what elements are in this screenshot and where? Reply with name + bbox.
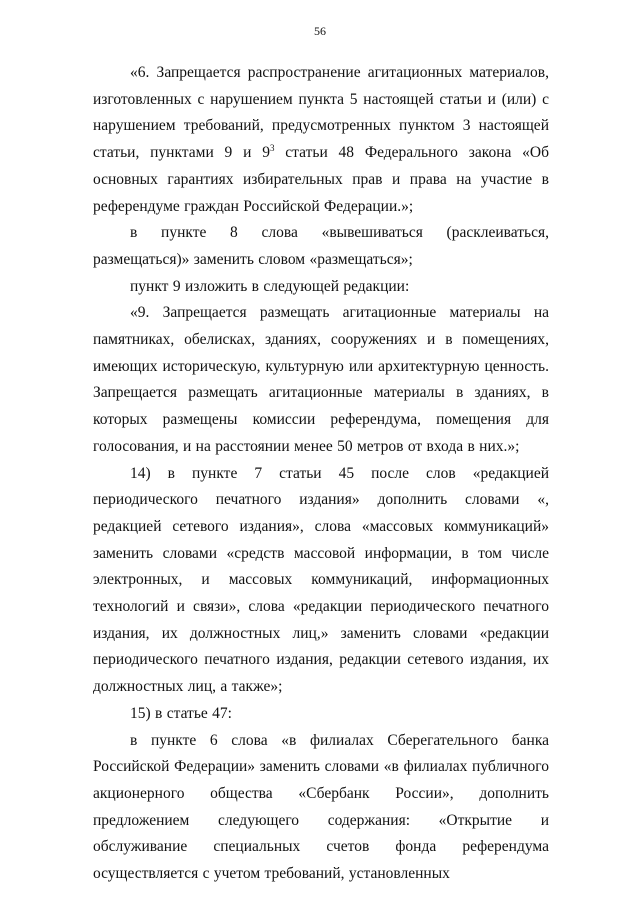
paragraph-item-9-text: «9. Запрещается размещать агитационные материалы на памятниках, обелисках, зданиях, сооружениях и в помещениях, имеющих историческую, культурную или архитектурную ценность. Запрещается размещать агитационные материалы в зданиях, в которых размещены комиссии референдума, помещения для голосования, и на расстоянии менее 50 метров от входа в них.»;: [93, 304, 549, 455]
paragraph-item-15: 15) в статье 47:: [130, 704, 232, 722]
paragraph-text: «6. Запрещается распространение агитационных материалов, изготовленных с нарушением пункта 5 настоящей статьи и (или) с нарушением требований, предусмотренных пунктом 3 настоящей статьи, пунктами 9 и 9: [93, 64, 549, 162]
paragraph-article-6: [93, 60, 549, 220]
page-number: 56: [314, 24, 326, 38]
paragraph-item-15-point-6: в пункте 6 слова «в филиалах Сберегательного банка Российской Федерации» заменить словами «в филиалах публичного акционерного общества «Сбербанк России», дополнить предложением следующего содержания: «Открытие и обслуживание специальных счетов фонда референдума осуществляется с учетом требований, установленных: [93, 731, 549, 883]
paragraph-item-14: 14) в пункте 7 статьи 45 после слов «редакцией периодического печатного издания» дополнить словами «, редакцией сетевого издания», слова «массовых коммуникаций» заменить словами «средств массовой информации, в том числе электронных, и массовых коммуникаций, информационных технологий и связи», слова «редакции периодического печатного издания, их должностных лиц,» заменить словами «редакции периодического печатного издания, редакции сетевого издания, их должностных лиц, а также»;: [93, 464, 549, 696]
paragraph-item-8: в пункте 8 слова «вывешиваться (расклеиваться, размещаться)» заменить словом «размещаться»;: [93, 224, 549, 268]
document-body: [93, 60, 549, 888]
paragraph-item-9-intro: пункт 9 изложить в следующей редакции:: [130, 277, 410, 295]
paragraph-text: статьи 48 Федерального закона «Об основных гарантиях избирательных прав и права на участие в референдуме граждан Российской Федерации.»;: [93, 144, 550, 215]
superscript-text: 3: [269, 142, 275, 153]
